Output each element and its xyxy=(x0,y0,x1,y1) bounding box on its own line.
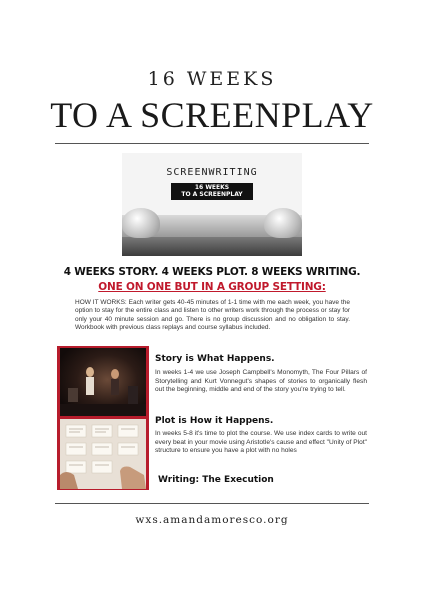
footer-url: wxs.amandamoresco.org xyxy=(135,514,289,526)
section-writing-heading: Writing: The Execution xyxy=(158,475,274,485)
index-cards-graphic xyxy=(60,419,146,489)
typewriter-knob-left xyxy=(122,208,160,238)
headline-weeks: 4 WEEKS STORY. 4 WEEKS PLOT. 8 WEEKS WRITING. xyxy=(63,266,361,278)
top-divider xyxy=(55,143,369,144)
headline-group-setting: ONE ON ONE BUT IN A GROUP SETTING: xyxy=(98,281,326,293)
bottom-divider xyxy=(55,503,369,504)
theater-stage-photo xyxy=(60,348,146,418)
section-plot-body: In weeks 5-8 it's time to plot the course. We use index cards to write out every beat in your movie using Aristotle's cause and effect "Unity of Plot" structure to ensure you have a plot with no holes xyxy=(155,430,367,455)
hero-badge xyxy=(171,183,253,200)
typewriter-hero-image xyxy=(122,153,302,256)
typewriter-knob-right xyxy=(264,208,302,238)
section-plot-heading: Plot is How it Happens. xyxy=(155,416,274,426)
index-cards-photo xyxy=(60,419,146,489)
title-weeks: 16 WEEKS xyxy=(147,68,277,90)
section-story-body: In weeks 1-4 we use Joseph Campbell's Monomyth, The Four Pillars of Storytelling and Kurt Vonnegut's shapes of stories to organically flesh out the beginning, middle and end of the story you're trying to tell. xyxy=(155,369,367,394)
how-it-works-paragraph: HOW IT WORKS: Each writer gets 40-45 minutes of 1-1 time with me each week, you have the option to stay for the entire class and listen to other writers work through the process or stay for only your 40 minute session and go. There is no group discussion and no obligation to stay. Workbook with previous class replays and course syllabus included. xyxy=(75,299,350,332)
section-story-heading: Story is What Happens. xyxy=(155,354,275,364)
hero-badge-line2: TO A SCREENPLAY xyxy=(181,191,243,198)
hero-word: SCREENWRITING xyxy=(166,167,258,178)
hero-badge-line1: 16 WEEKS xyxy=(194,184,230,191)
page-title: TO A SCREENPLAY xyxy=(50,95,374,135)
theater-scene-graphic xyxy=(60,348,146,418)
typewriter-keys xyxy=(122,237,302,256)
